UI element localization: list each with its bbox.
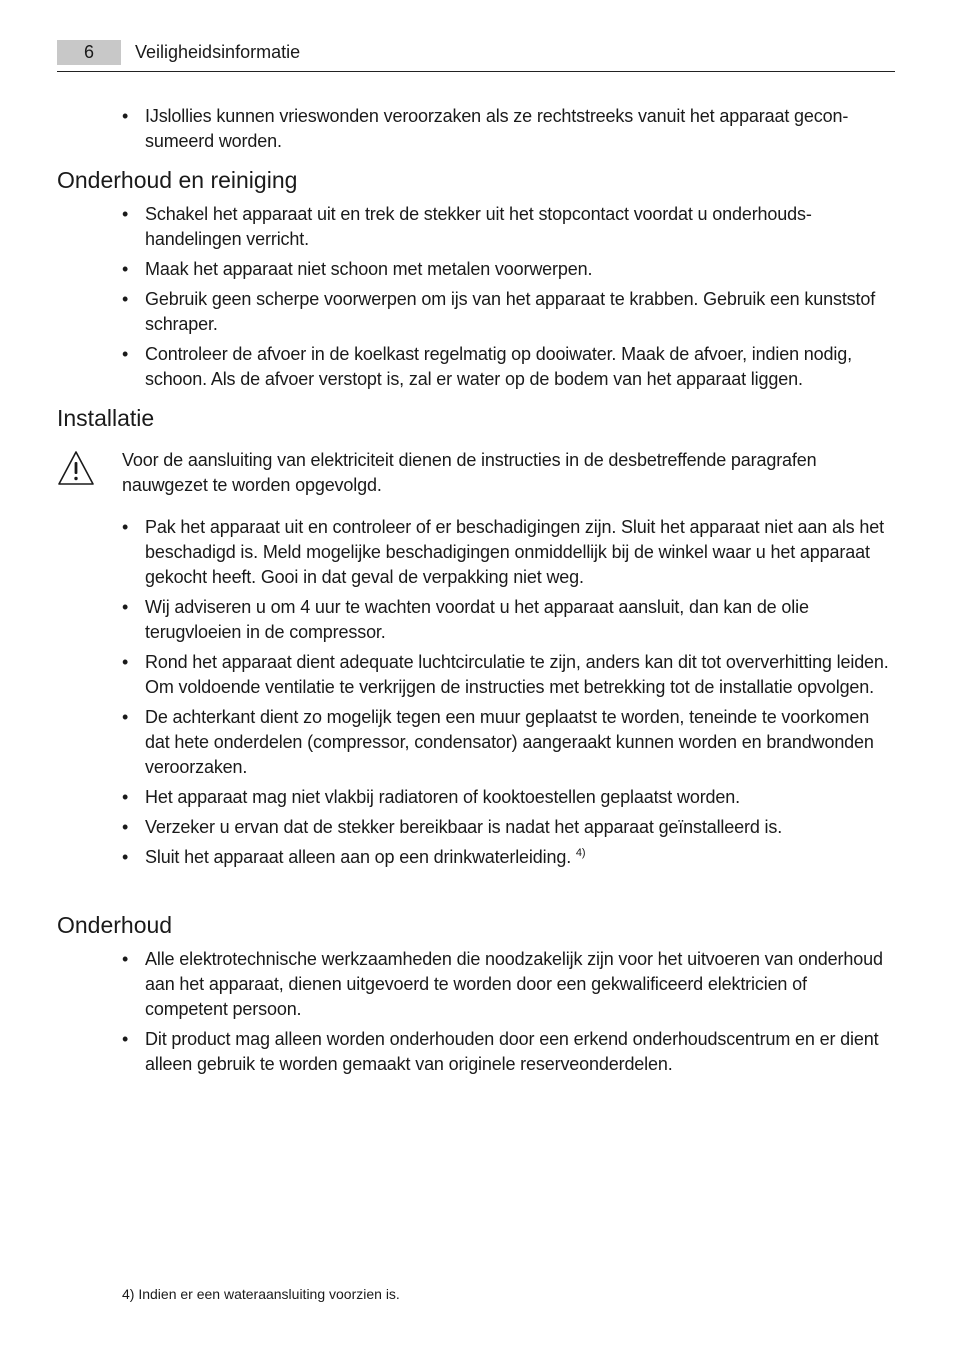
section-title-onderhoud-reiniging: Onderhoud en reiniging <box>57 167 298 193</box>
list-item: • Pak het apparaat uit en controleer of er beschadigingen zijn. Sluit het apparaat niet aan als het beschadigd is. Meld mogelijke beschadigingen onmiddellijk bij de winkel waar u het apparaat gekocht heeft. Gooi in dat geval de verpakking niet weg. <box>122 517 884 587</box>
header-title: Veiligheidsinformatie <box>135 42 301 62</box>
page-number: 6 <box>57 40 121 65</box>
list-item: • Het apparaat mag niet vlakbij radiatoren of kooktoestellen geplaatst worden. <box>122 787 740 807</box>
page-header <box>57 40 895 72</box>
section-title-onderhoud: Onderhoud <box>57 912 173 938</box>
footnote: 4) Indien er een wateraansluiting voorzien is. <box>122 1286 400 1302</box>
list-item: • Wij adviseren u om 4 uur te wachten voordat u het apparaat aansluit, dan kan de olie terugvloeien in de compressor. <box>122 597 809 642</box>
footnote-ref: 4) <box>575 847 586 859</box>
list-item: • Verzeker u ervan dat de stekker bereikbaar is nadat het apparaat geïnstalleerd is. <box>122 817 783 837</box>
installatie-list <box>122 515 894 875</box>
warning-triangle-icon <box>57 450 95 486</box>
list-item: • Schakel het apparaat uit en trek de stekker uit het stopcontact voordat u onderhoudshandelingen verricht. <box>122 204 812 249</box>
section-title-installatie: Installatie <box>57 405 155 431</box>
intro-list <box>122 104 894 159</box>
onderhoud-reiniging-list <box>122 202 894 397</box>
list-item: • Dit product mag alleen worden onderhouden door een erkend onderhoudscentrum en er dient alleen gebruik te worden gemaakt van originele reserveonderdelen. <box>122 1029 879 1074</box>
list-item: • Gebruik geen scherpe voorwerpen om ijs van het apparaat te krabben. Gebruik een kunststof schraper. <box>122 289 876 334</box>
list-item: • Alle elektrotechnische werkzaamheden die noodzakelijk zijn voor het uitvoeren van onderhoud aan het apparaat, dienen uitgevoerd te worden door een gekwalificeerd elektricien of competent persoon. <box>122 949 883 1019</box>
list-item: • Maak het apparaat niet schoon met metalen voorwerpen. <box>122 259 593 279</box>
list-item: • Rond het apparaat dient adequate luchtcirculatie te zijn, anders kan dit tot oververhitting leiden. Om voldoende ventilatie te verkrijgen de instructies met betrekking tot de installatie opvolgen. <box>122 652 889 697</box>
list-item: • Controleer de afvoer in de koelkast regelmatig op dooiwater. Maak de afvoer, indien nodig, schoon. Als de afvoer verstopt is, zal er water op de bodem van het apparaat liggen. <box>122 344 852 389</box>
list-item: • De achterkant dient zo mogelijk tegen een muur geplaatst te worden, teneinde te voorkomen dat hete onderdelen (compressor, condensator) aangeraakt kunnen worden en brandwonden veroorzaken. <box>122 707 874 777</box>
onderhoud-list <box>122 947 894 1082</box>
list-item: • Sluit het apparaat alleen aan op een drinkwaterleiding. $^{4)}$ <box>122 847 586 867</box>
list-item: • IJslollies kunnen vrieswonden veroorzaken als ze rechtstreeks vanuit het apparaat geconsumeerd worden. <box>122 106 849 151</box>
warning-text: Voor de aansluiting van elektriciteit dienen de instructies in de desbetreffende paragrafen nauwgezet te worden opgevolgd. <box>122 450 817 495</box>
